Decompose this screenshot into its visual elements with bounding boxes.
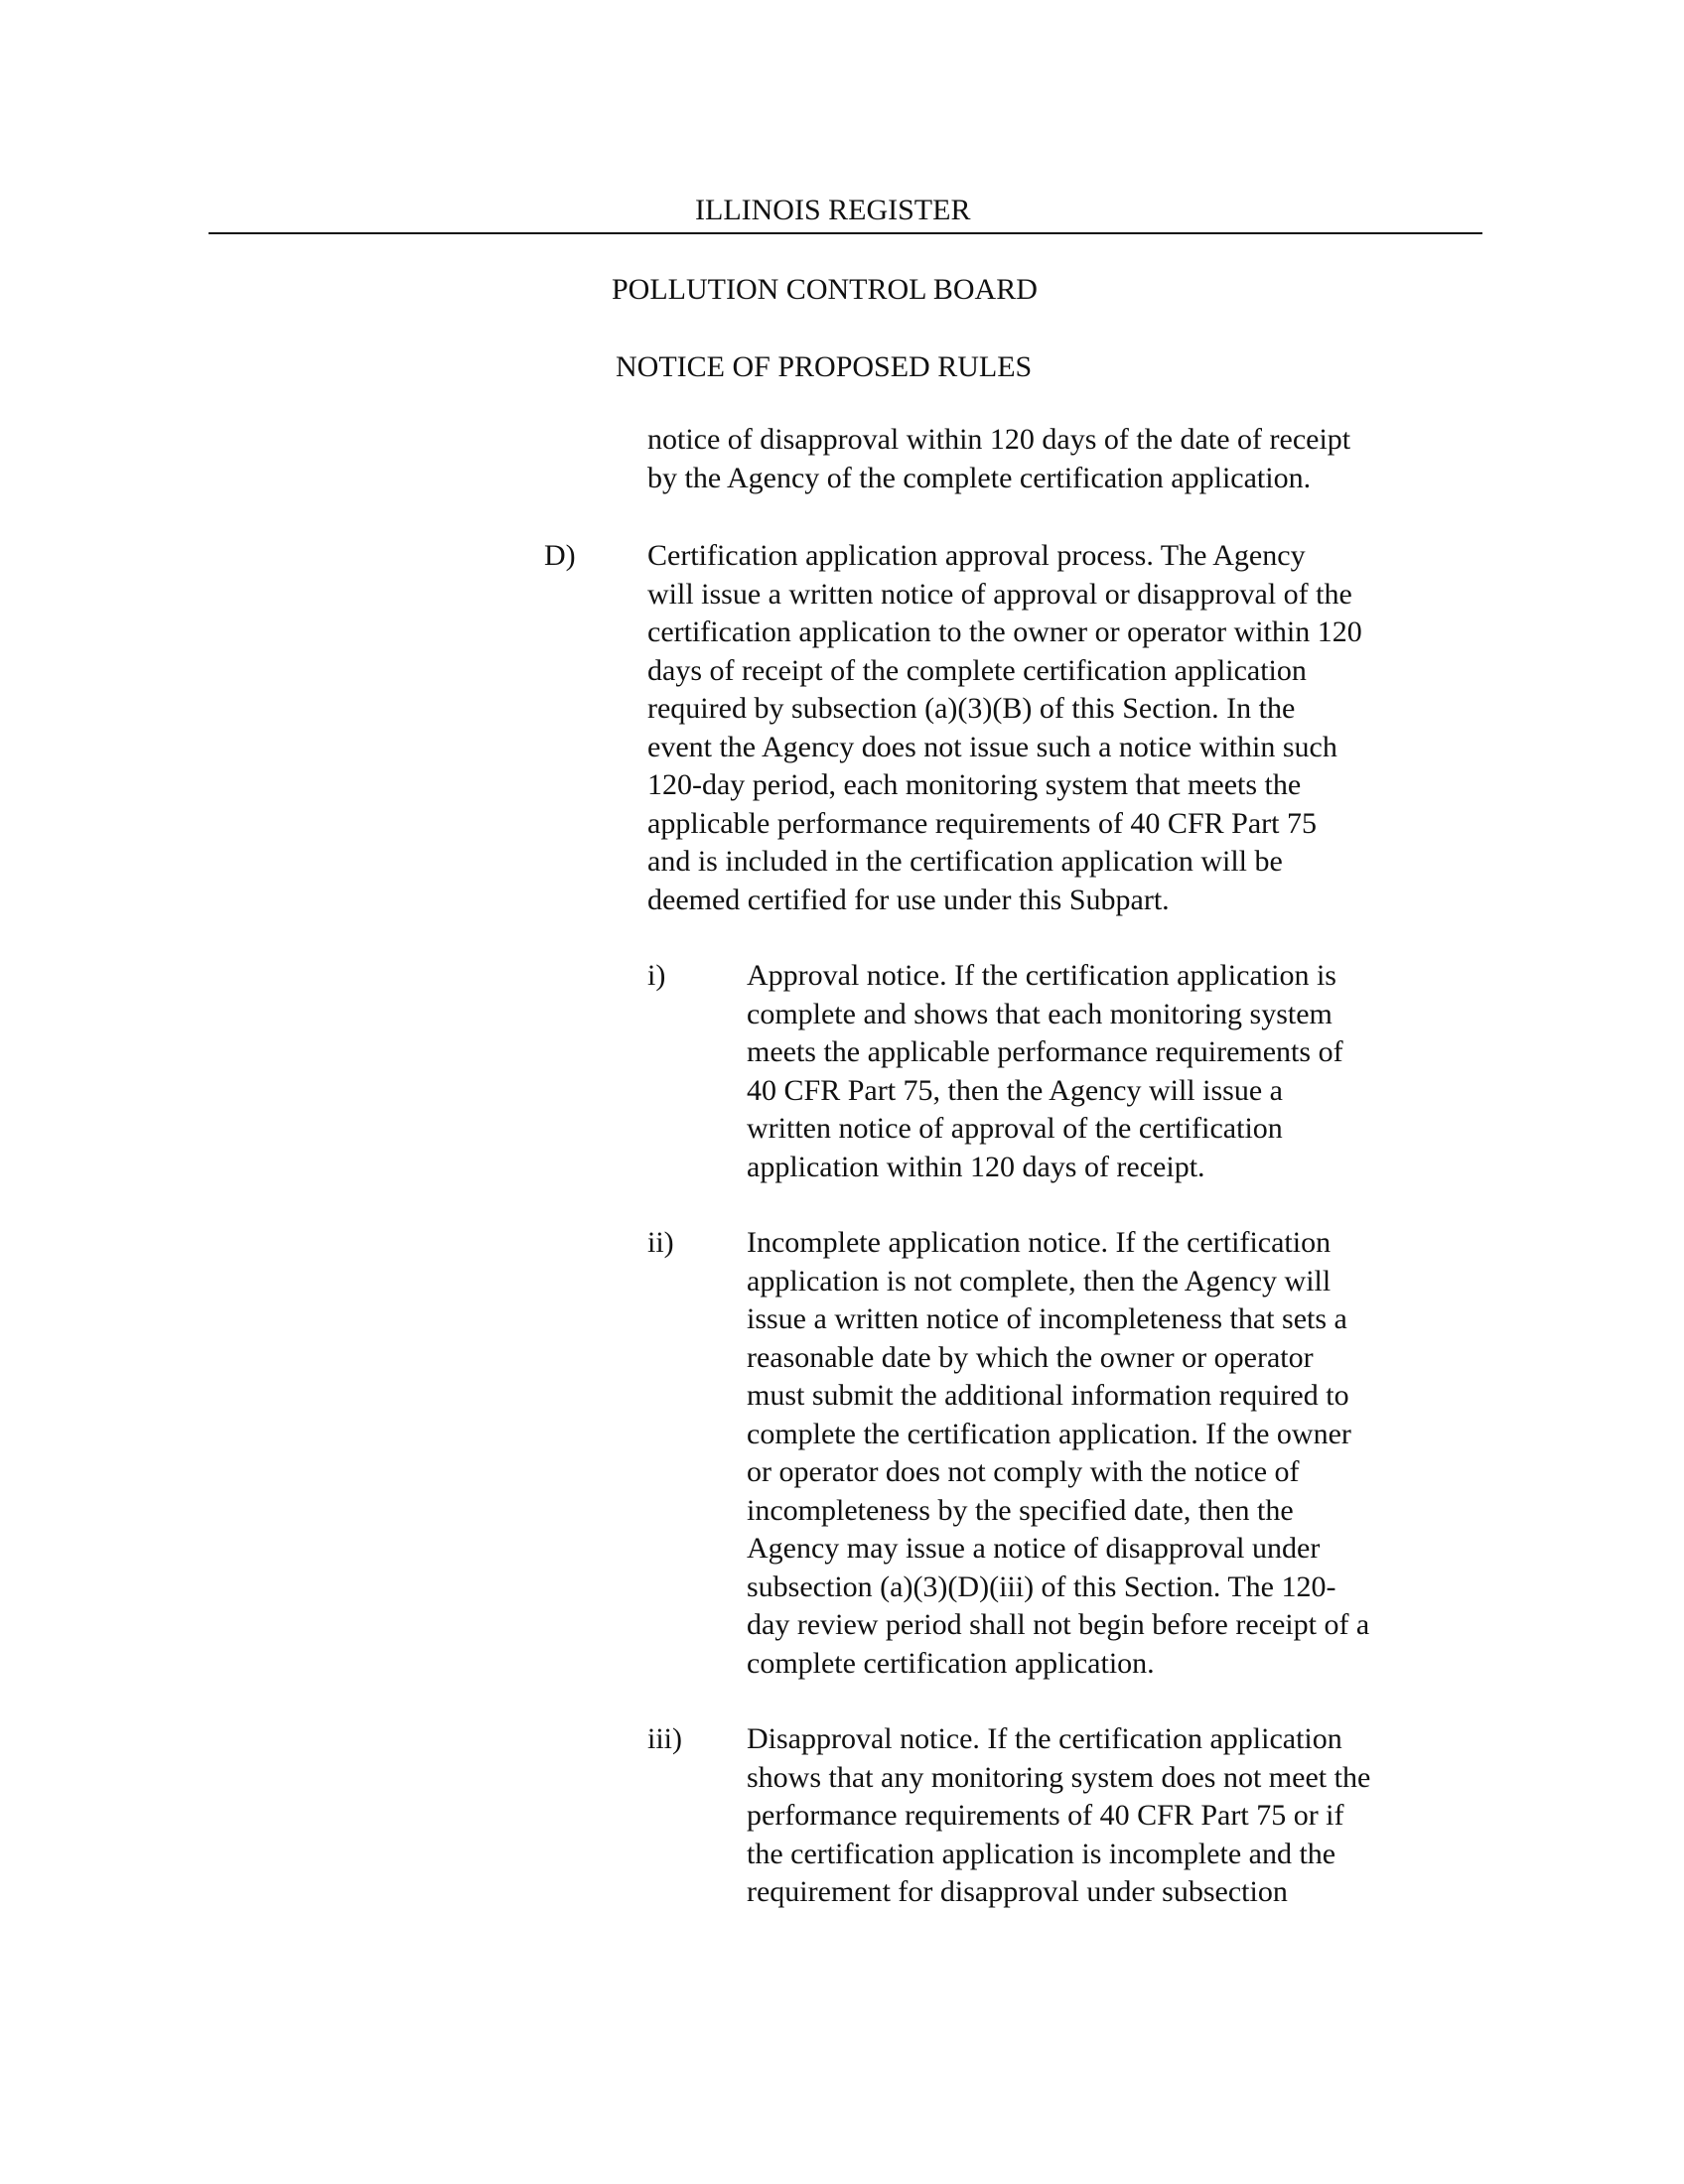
section-d-paragraph [647, 537, 1462, 919]
text-line: complete and shows that each monitoring system [747, 997, 1333, 1030]
text-line: issue a written notice of incompleteness that sets a [747, 1302, 1347, 1335]
text-line: will issue a written notice of approval or disapproval of the [647, 577, 1352, 611]
text-line: 40 CFR Part 75, then the Agency will issue a [747, 1073, 1283, 1107]
text-line: and is included in the certification application will be [647, 845, 1283, 878]
header-rule [209, 232, 1482, 234]
text-line: days of receipt of the complete certification application [647, 653, 1307, 687]
text-line: required by subsection (a)(3)(B) of this Section. In the [647, 692, 1296, 725]
text-line: or operator does not comply with the notice of [747, 1455, 1300, 1488]
text-line: must submit the additional information required to [747, 1379, 1349, 1412]
section-d-label: D) [544, 539, 576, 572]
register-title: ILLINOIS REGISTER [695, 194, 971, 226]
text-line: Approval notice. If the certification application is [747, 959, 1336, 992]
text-line: subsection (a)(3)(D)(iii) of this Section. The 120- [747, 1570, 1336, 1603]
item-i-paragraph [747, 957, 1462, 1186]
notice-title: NOTICE OF PROPOSED RULES [616, 350, 1033, 383]
text-line: shows that any monitoring system does not meet the [747, 1760, 1371, 1794]
item-i-label: i) [647, 959, 666, 992]
item-ii-label: ii) [647, 1226, 674, 1259]
text-line: deemed certified for use under this Subpart. [647, 883, 1170, 916]
text-line: day review period shall not begin before receipt of a [747, 1608, 1370, 1641]
text-line: notice of disapproval within 120 days of the date of receipt [647, 423, 1351, 456]
text-line: certification application to the owner or operator within 120 [647, 615, 1362, 648]
text-line: Certification application approval process. The Agency [647, 539, 1306, 572]
text-line: reasonable date by which the owner or operator [747, 1340, 1314, 1374]
text-line: meets the applicable performance requirements of [747, 1035, 1343, 1068]
text-line: applicable performance requirements of 40 CFR Part 75 [647, 806, 1317, 840]
text-line: Agency may issue a notice of disapproval under [747, 1532, 1321, 1565]
text-line: the certification application is incomplete and the [747, 1837, 1336, 1870]
board-name: POLLUTION CONTROL BOARD [612, 273, 1038, 306]
text-line: complete certification application. [747, 1646, 1155, 1680]
text-line: event the Agency does not issue such a notice within such [647, 730, 1337, 763]
text-line: 120-day period, each monitoring system that meets the [647, 768, 1302, 801]
text-line: Disapproval notice. If the certification application [747, 1722, 1342, 1755]
continuation-paragraph [647, 421, 1462, 497]
text-line: Incomplete application notice. If the certification [747, 1226, 1332, 1259]
text-line: performance requirements of 40 CFR Part 75 or if [747, 1799, 1344, 1832]
item-ii-paragraph [747, 1224, 1462, 1683]
text-line: by the Agency of the complete certification application. [647, 461, 1312, 494]
item-iii-label: iii) [647, 1722, 682, 1755]
text-line: written notice of approval of the certification [747, 1112, 1283, 1145]
text-line: requirement for disapproval under subsection [747, 1875, 1288, 1908]
item-iii-paragraph [747, 1720, 1462, 1912]
text-line: application is not complete, then the Agency will [747, 1264, 1332, 1297]
text-line: complete the certification application. If the owner [747, 1417, 1351, 1450]
text-line: incompleteness by the specified date, then the [747, 1493, 1294, 1527]
text-line: application within 120 days of receipt. [747, 1150, 1205, 1183]
